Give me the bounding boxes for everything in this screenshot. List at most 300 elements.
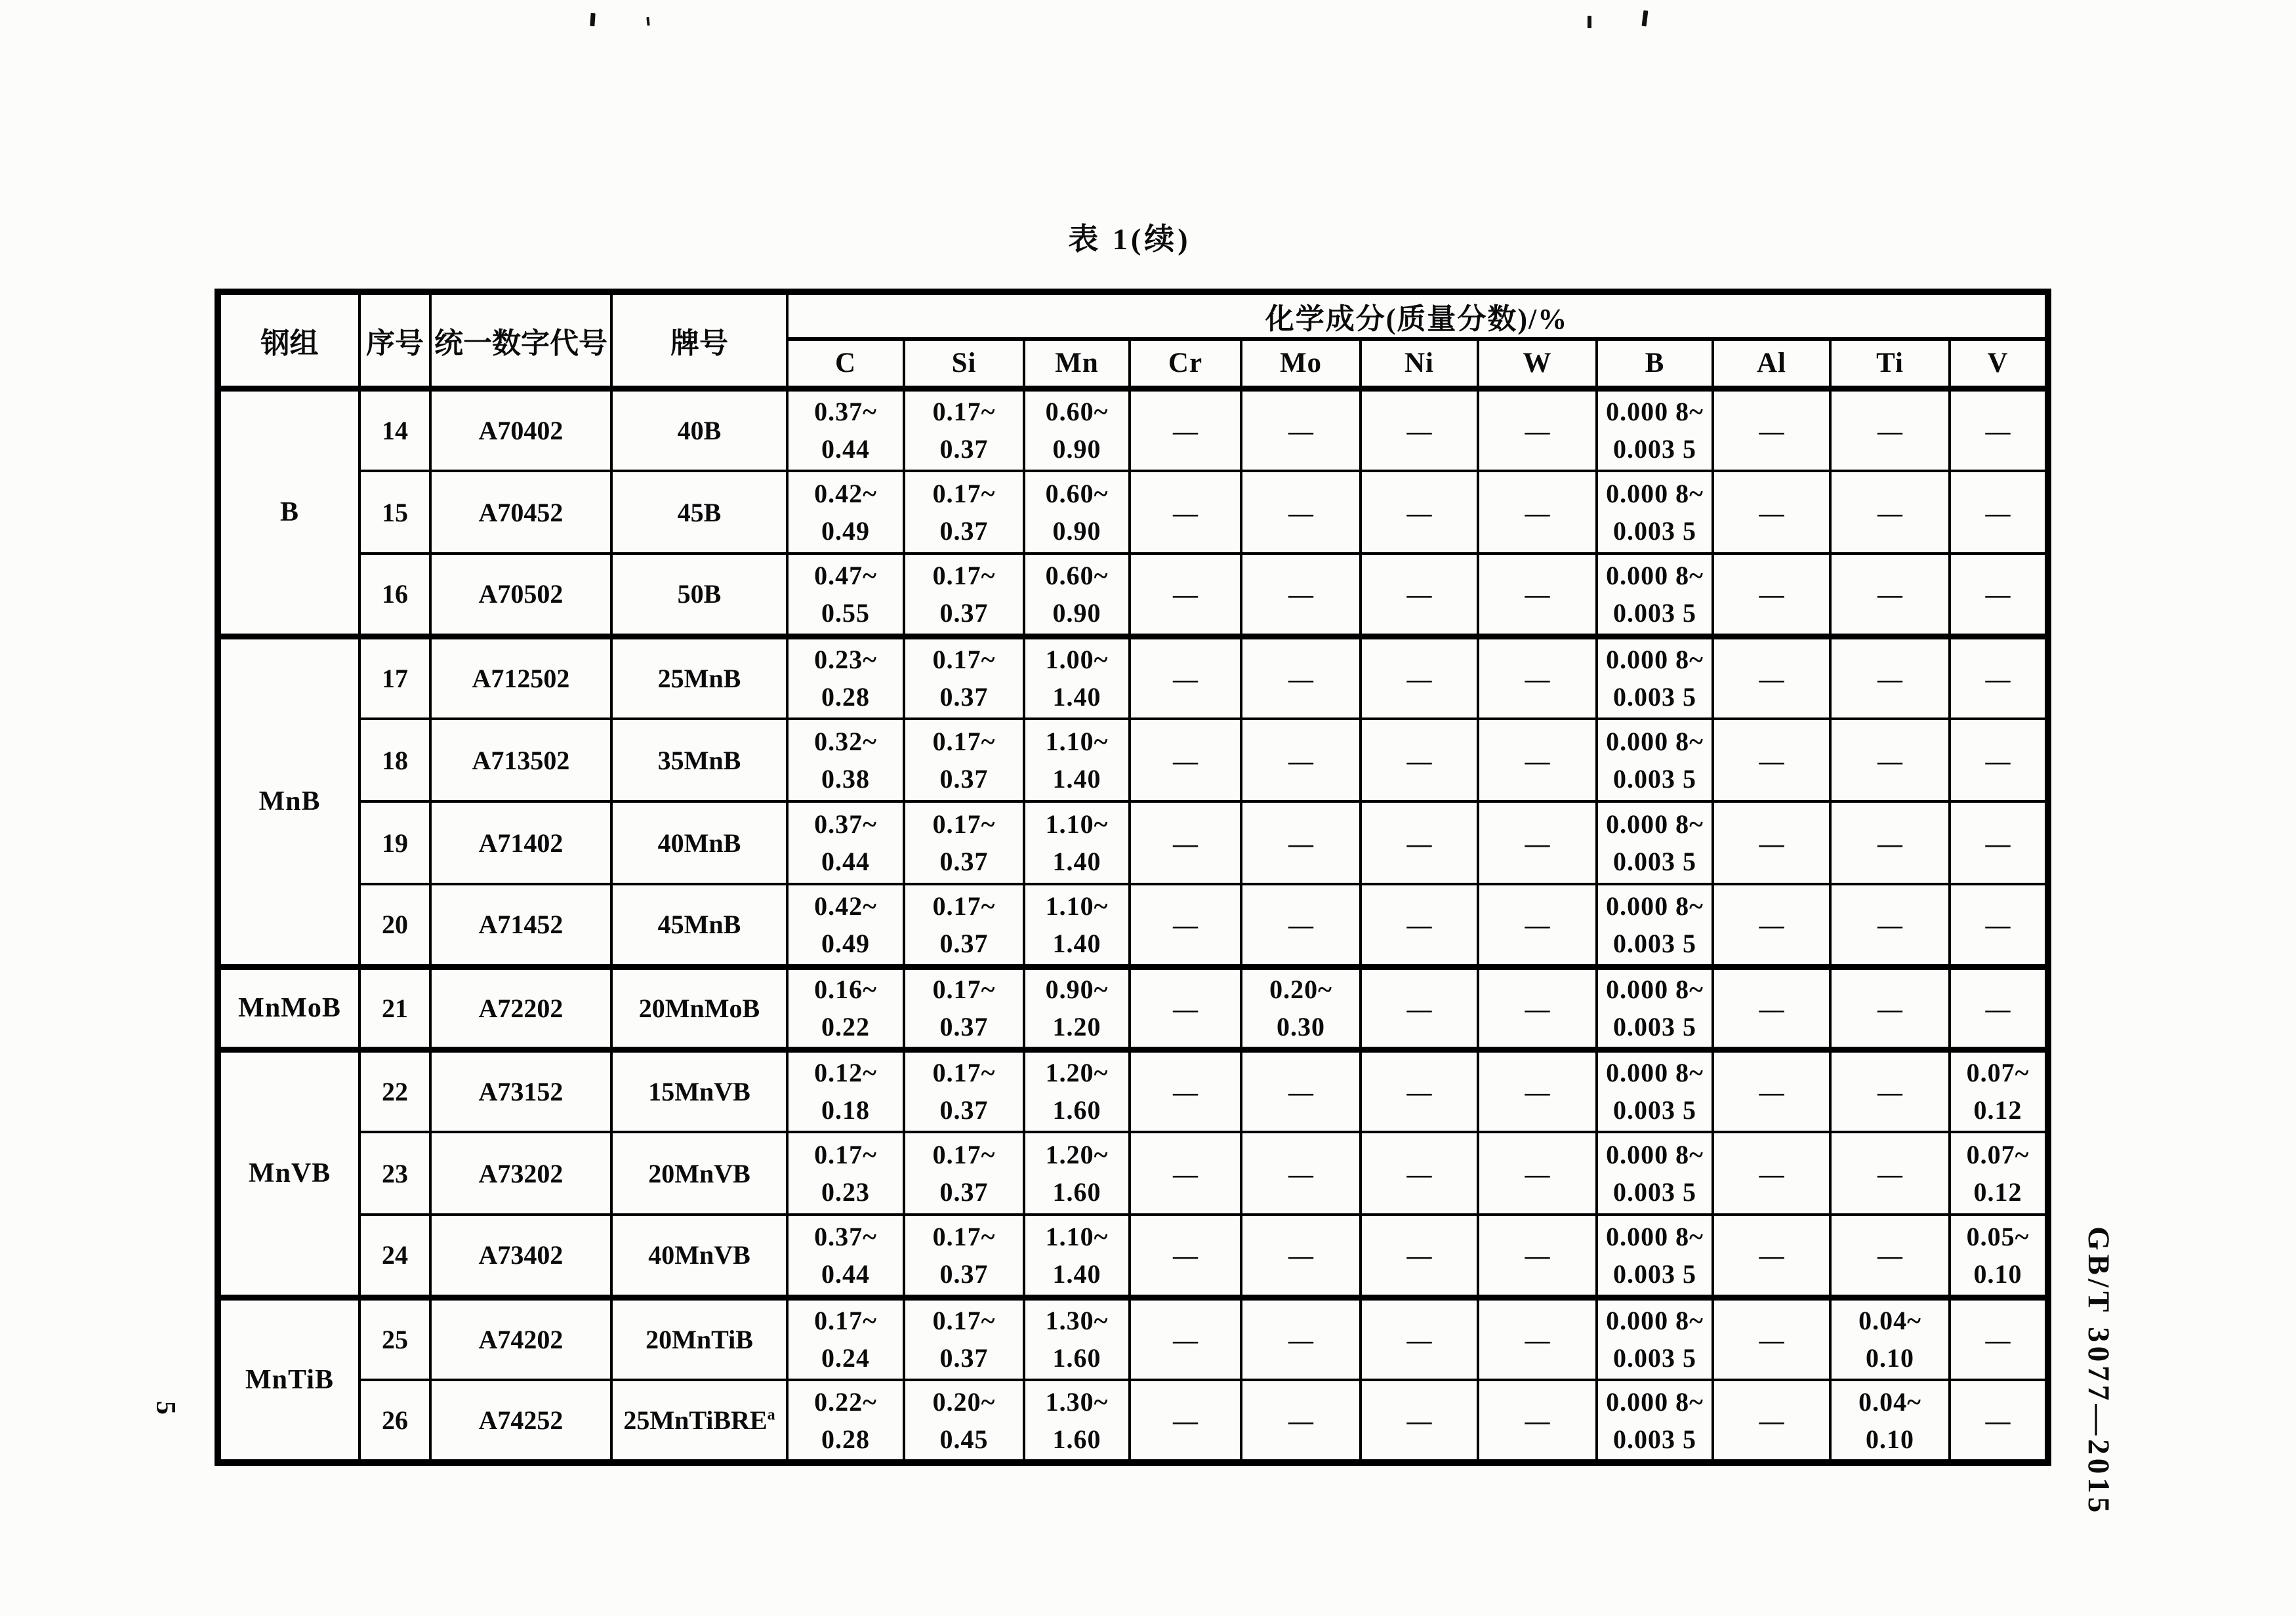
code-cell: A73152 — [430, 1049, 611, 1132]
seq-cell: 22 — [359, 1049, 430, 1132]
value-cell-Ti — [1830, 967, 1950, 1049]
code-cell: A70502 — [430, 554, 611, 636]
code-cell: A74202 — [430, 1297, 611, 1380]
grade-cell: 45B — [611, 471, 787, 554]
empty-dash: — — [1173, 830, 1198, 858]
value-cell-Ti — [1830, 1132, 1950, 1215]
empty-dash: — — [1877, 1242, 1902, 1270]
value-cell-Mo — [1241, 554, 1361, 636]
code-cell: A72202 — [430, 967, 611, 1049]
value-cell-Ti — [1830, 388, 1950, 471]
empty-dash: — — [1985, 417, 2011, 445]
value-cell-Mo — [1241, 1380, 1361, 1463]
steel-group-cell: MnB — [218, 636, 359, 967]
table-row — [218, 554, 2048, 636]
empty-dash: — — [1525, 1160, 1550, 1188]
value-cell-V — [1950, 884, 2048, 967]
empty-dash: — — [1985, 830, 2011, 858]
value-cell-W — [1478, 1132, 1597, 1215]
empty-dash: — — [1525, 747, 1550, 775]
table-row — [218, 1380, 2048, 1463]
value-cell-C: 0.23~ 0.28 — [787, 636, 904, 719]
empty-dash: — — [1406, 499, 1432, 527]
grade-cell: 40MnVB — [611, 1215, 787, 1297]
value-cell-B: 0.000 8~ 0.003 5 — [1597, 884, 1713, 967]
value-cell-W — [1478, 967, 1597, 1049]
value-cell-Al — [1713, 1215, 1830, 1297]
chemical-composition-table — [215, 289, 2051, 1466]
seq-cell: 25 — [359, 1297, 430, 1380]
empty-dash: — — [1288, 912, 1313, 940]
header-element-Al: Al — [1713, 339, 1830, 388]
empty-dash: — — [1288, 1078, 1313, 1106]
empty-dash: — — [1173, 1242, 1198, 1270]
value-cell-Mo — [1241, 1132, 1361, 1215]
empty-dash: — — [1173, 747, 1198, 775]
grade-cell: 40MnB — [611, 801, 787, 884]
value-cell-Al — [1713, 471, 1830, 554]
empty-dash: — — [1288, 1407, 1313, 1435]
seq-cell: 20 — [359, 884, 430, 967]
empty-dash: — — [1759, 1407, 1784, 1435]
empty-dash: — — [1877, 830, 1902, 858]
code-cell: A70452 — [430, 471, 611, 554]
value-cell-Al — [1713, 967, 1830, 1049]
seq-cell: 26 — [359, 1380, 430, 1463]
value-cell-Mo — [1241, 884, 1361, 967]
steel-group-cell: MnTiB — [218, 1297, 359, 1463]
empty-dash: — — [1406, 1078, 1432, 1106]
seq-cell: 16 — [359, 554, 430, 636]
value-cell-B: 0.000 8~ 0.003 5 — [1597, 636, 1713, 719]
empty-dash: — — [1877, 912, 1902, 940]
code-cell: A71402 — [430, 801, 611, 884]
code-cell: A71452 — [430, 884, 611, 967]
header-element-Mn: Mn — [1024, 339, 1130, 388]
empty-dash: — — [1525, 1326, 1550, 1354]
grade-cell: 20MnMoB — [611, 967, 787, 1049]
header-element-Ni: Ni — [1361, 339, 1478, 388]
empty-dash: — — [1173, 912, 1198, 940]
header-row-top — [218, 292, 2048, 339]
value-cell-Cr — [1130, 1215, 1241, 1297]
empty-dash: — — [1173, 499, 1198, 527]
header-element-V: V — [1950, 339, 2048, 388]
scan-speck — [590, 13, 595, 26]
header-code: 统一数字代号 — [430, 292, 611, 388]
value-cell-Si: 0.17~ 0.37 — [904, 967, 1024, 1049]
value-cell-Si: 0.17~ 0.37 — [904, 636, 1024, 719]
value-cell-Si: 0.17~ 0.37 — [904, 1049, 1024, 1132]
empty-dash: — — [1985, 747, 2011, 775]
value-cell-Si: 0.20~ 0.45 — [904, 1380, 1024, 1463]
empty-dash: — — [1173, 1407, 1198, 1435]
value-cell-Ni — [1361, 1132, 1478, 1215]
empty-dash: — — [1288, 1242, 1313, 1270]
grade-cell: 35MnB — [611, 719, 787, 801]
empty-dash: — — [1173, 1078, 1198, 1106]
steel-group-cell: B — [218, 388, 359, 636]
empty-dash: — — [1288, 1326, 1313, 1354]
empty-dash: — — [1877, 417, 1902, 445]
value-cell-Ni — [1361, 388, 1478, 471]
value-cell-Al — [1713, 719, 1830, 801]
empty-dash: — — [1759, 581, 1784, 609]
header-element-W: W — [1478, 339, 1597, 388]
empty-dash: — — [1288, 747, 1313, 775]
empty-dash: — — [1288, 665, 1313, 693]
table-row — [218, 471, 2048, 554]
value-cell-W — [1478, 388, 1597, 471]
value-cell-Mn: 1.10~ 1.40 — [1024, 1215, 1130, 1297]
empty-dash: — — [1877, 995, 1902, 1023]
value-cell-Si: 0.17~ 0.37 — [904, 719, 1024, 801]
value-cell-Mo — [1241, 1215, 1361, 1297]
empty-dash: — — [1525, 995, 1550, 1023]
empty-dash: — — [1759, 417, 1784, 445]
table-row — [218, 1297, 2048, 1380]
value-cell-V — [1950, 471, 2048, 554]
value-cell-Al — [1713, 884, 1830, 967]
empty-dash: — — [1173, 1326, 1198, 1354]
value-cell-W — [1478, 554, 1597, 636]
value-cell-Ti — [1830, 1049, 1950, 1132]
seq-cell: 23 — [359, 1132, 430, 1215]
value-cell-Ni — [1361, 554, 1478, 636]
value-cell-Ni — [1361, 1380, 1478, 1463]
value-cell-Mn: 1.30~ 1.60 — [1024, 1380, 1130, 1463]
value-cell-Ti — [1830, 636, 1950, 719]
value-cell-Cr — [1130, 719, 1241, 801]
value-cell-Cr — [1130, 636, 1241, 719]
value-cell-Ni — [1361, 636, 1478, 719]
header-element-Ti: Ti — [1830, 339, 1950, 388]
value-cell-B: 0.000 8~ 0.003 5 — [1597, 1215, 1713, 1297]
empty-dash: — — [1406, 747, 1432, 775]
empty-dash: — — [1985, 665, 2011, 693]
grade-cell: 25MnTiBRE$^a$ — [611, 1380, 787, 1463]
table-row — [218, 1215, 2048, 1297]
value-cell-W — [1478, 719, 1597, 801]
value-cell-Ni — [1361, 884, 1478, 967]
table-row — [218, 1132, 2048, 1215]
value-cell-C: 0.37~ 0.44 — [787, 801, 904, 884]
empty-dash: — — [1173, 995, 1198, 1023]
value-cell-Mo: 0.20~ 0.30 — [1241, 967, 1361, 1049]
value-cell-V: 0.07~ 0.12 — [1950, 1132, 2048, 1215]
header-element-Cr: Cr — [1130, 339, 1241, 388]
value-cell-Mn: 1.10~ 1.40 — [1024, 719, 1130, 801]
value-cell-B: 0.000 8~ 0.003 5 — [1597, 719, 1713, 801]
empty-dash: — — [1759, 830, 1784, 858]
table-row — [218, 719, 2048, 801]
empty-dash: — — [1406, 581, 1432, 609]
value-cell-Ni — [1361, 1049, 1478, 1132]
value-cell-Al — [1713, 554, 1830, 636]
grade-cell: 15MnVB — [611, 1049, 787, 1132]
value-cell-B: 0.000 8~ 0.003 5 — [1597, 1049, 1713, 1132]
empty-dash: — — [1525, 665, 1550, 693]
seq-cell: 18 — [359, 719, 430, 801]
value-cell-Al — [1713, 388, 1830, 471]
empty-dash: — — [1525, 830, 1550, 858]
value-cell-Ni — [1361, 1215, 1478, 1297]
grade-footnote-mark: a — [767, 1406, 775, 1424]
value-cell-W — [1478, 471, 1597, 554]
header-element-C: C — [787, 339, 904, 388]
empty-dash: — — [1406, 417, 1432, 445]
value-cell-Mn: 1.00~ 1.40 — [1024, 636, 1130, 719]
value-cell-B: 0.000 8~ 0.003 5 — [1597, 388, 1713, 471]
value-cell-Mo — [1241, 719, 1361, 801]
header-grade: 牌号 — [611, 292, 787, 388]
empty-dash: — — [1759, 1078, 1784, 1106]
empty-dash: — — [1525, 1078, 1550, 1106]
empty-dash: — — [1759, 747, 1784, 775]
empty-dash: — — [1877, 499, 1902, 527]
value-cell-Al — [1713, 1297, 1830, 1380]
value-cell-V — [1950, 388, 2048, 471]
value-cell-Mn: 0.90~ 1.20 — [1024, 967, 1130, 1049]
empty-dash: — — [1985, 499, 2011, 527]
value-cell-W — [1478, 636, 1597, 719]
grade-cell: 20MnVB — [611, 1132, 787, 1215]
steel-group-cell: MnVB — [218, 1049, 359, 1297]
grade-cell: 40B — [611, 388, 787, 471]
value-cell-Cr — [1130, 967, 1241, 1049]
value-cell-B: 0.000 8~ 0.003 5 — [1597, 554, 1713, 636]
value-cell-W — [1478, 884, 1597, 967]
steel-group-cell: MnMoB — [218, 967, 359, 1049]
scan-speck — [1588, 16, 1591, 28]
empty-dash: — — [1985, 995, 2011, 1023]
value-cell-Al — [1713, 636, 1830, 719]
empty-dash: — — [1406, 912, 1432, 940]
code-cell: A712502 — [430, 636, 611, 719]
seq-cell: 17 — [359, 636, 430, 719]
value-cell-W — [1478, 1215, 1597, 1297]
value-cell-Mo — [1241, 801, 1361, 884]
value-cell-Ti: 0.04~ 0.10 — [1830, 1297, 1950, 1380]
value-cell-V — [1950, 1297, 2048, 1380]
value-cell-V — [1950, 967, 2048, 1049]
seq-cell: 14 — [359, 388, 430, 471]
grade-cell: 25MnB — [611, 636, 787, 719]
value-cell-Si: 0.17~ 0.37 — [904, 471, 1024, 554]
empty-dash: — — [1525, 1242, 1550, 1270]
empty-dash: — — [1525, 581, 1550, 609]
value-cell-Cr — [1130, 1049, 1241, 1132]
empty-dash: — — [1406, 665, 1432, 693]
empty-dash: — — [1985, 1326, 2011, 1354]
value-cell-Ti — [1830, 884, 1950, 967]
value-cell-Ti — [1830, 719, 1950, 801]
empty-dash: — — [1759, 1326, 1784, 1354]
value-cell-C: 0.47~ 0.55 — [787, 554, 904, 636]
grade-cell: 45MnB — [611, 884, 787, 967]
value-cell-Mo — [1241, 388, 1361, 471]
empty-dash: — — [1406, 995, 1432, 1023]
value-cell-Cr — [1130, 554, 1241, 636]
empty-dash: — — [1288, 581, 1313, 609]
value-cell-C: 0.37~ 0.44 — [787, 1215, 904, 1297]
value-cell-Al — [1713, 801, 1830, 884]
code-cell: A713502 — [430, 719, 611, 801]
value-cell-Ni — [1361, 967, 1478, 1049]
code-cell: A74252 — [430, 1380, 611, 1463]
empty-dash: — — [1759, 665, 1784, 693]
value-cell-V — [1950, 554, 2048, 636]
empty-dash: — — [1759, 995, 1784, 1023]
value-cell-Mn: 1.10~ 1.40 — [1024, 801, 1130, 884]
value-cell-Cr — [1130, 1132, 1241, 1215]
value-cell-Si: 0.17~ 0.37 — [904, 1297, 1024, 1380]
empty-dash: — — [1985, 912, 2011, 940]
value-cell-Si: 0.17~ 0.37 — [904, 884, 1024, 967]
value-cell-Mn: 1.20~ 1.60 — [1024, 1049, 1130, 1132]
empty-dash: — — [1525, 1407, 1550, 1435]
empty-dash: — — [1877, 581, 1902, 609]
empty-dash: — — [1985, 581, 2011, 609]
empty-dash: — — [1759, 1242, 1784, 1270]
empty-dash: — — [1288, 1160, 1313, 1188]
value-cell-V — [1950, 1380, 2048, 1463]
empty-dash: — — [1759, 499, 1784, 527]
empty-dash: — — [1525, 499, 1550, 527]
seq-cell: 21 — [359, 967, 430, 1049]
value-cell-B: 0.000 8~ 0.003 5 — [1597, 471, 1713, 554]
standard-number-vertical: GB/T 3077—2015 — [2081, 1226, 2116, 1517]
seq-cell: 24 — [359, 1215, 430, 1297]
value-cell-Ti — [1830, 471, 1950, 554]
scan-speck — [646, 17, 649, 26]
value-cell-V — [1950, 636, 2048, 719]
value-cell-C: 0.12~ 0.18 — [787, 1049, 904, 1132]
value-cell-Cr — [1130, 1297, 1241, 1380]
value-cell-Ti: 0.04~ 0.10 — [1830, 1380, 1950, 1463]
seq-cell: 15 — [359, 471, 430, 554]
value-cell-B: 0.000 8~ 0.003 5 — [1597, 801, 1713, 884]
value-cell-Ni — [1361, 1297, 1478, 1380]
table-row — [218, 884, 2048, 967]
header-element-Mo: Mo — [1241, 339, 1361, 388]
value-cell-C: 0.17~ 0.24 — [787, 1297, 904, 1380]
code-cell: A73202 — [430, 1132, 611, 1215]
value-cell-Si: 0.17~ 0.37 — [904, 1132, 1024, 1215]
empty-dash: — — [1288, 499, 1313, 527]
empty-dash: — — [1406, 1407, 1432, 1435]
scan-speck — [1642, 10, 1649, 27]
seq-cell: 19 — [359, 801, 430, 884]
value-cell-Cr — [1130, 801, 1241, 884]
empty-dash: — — [1173, 581, 1198, 609]
value-cell-Cr — [1130, 884, 1241, 967]
value-cell-Mn: 1.30~ 1.60 — [1024, 1297, 1130, 1380]
value-cell-Ni — [1361, 801, 1478, 884]
empty-dash: — — [1288, 417, 1313, 445]
empty-dash: — — [1525, 417, 1550, 445]
value-cell-C: 0.32~ 0.38 — [787, 719, 904, 801]
value-cell-Mn: 0.60~ 0.90 — [1024, 471, 1130, 554]
value-cell-W — [1478, 801, 1597, 884]
value-cell-Mo — [1241, 1297, 1361, 1380]
table-row — [218, 636, 2048, 719]
value-cell-C: 0.16~ 0.22 — [787, 967, 904, 1049]
value-cell-W — [1478, 1049, 1597, 1132]
empty-dash: — — [1759, 1160, 1784, 1188]
value-cell-V — [1950, 719, 2048, 801]
value-cell-Mo — [1241, 1049, 1361, 1132]
code-cell: A73402 — [430, 1215, 611, 1297]
value-cell-Ni — [1361, 471, 1478, 554]
value-cell-Mn: 0.60~ 0.90 — [1024, 554, 1130, 636]
value-cell-Si: 0.17~ 0.37 — [904, 801, 1024, 884]
value-cell-Ni — [1361, 719, 1478, 801]
value-cell-Mn: 0.60~ 0.90 — [1024, 388, 1130, 471]
empty-dash: — — [1173, 665, 1198, 693]
value-cell-C: 0.22~ 0.28 — [787, 1380, 904, 1463]
header-steel-group: 钢组 — [218, 292, 359, 388]
empty-dash: — — [1406, 830, 1432, 858]
value-cell-Mo — [1241, 636, 1361, 719]
value-cell-Al — [1713, 1380, 1830, 1463]
value-cell-Si: 0.17~ 0.37 — [904, 554, 1024, 636]
value-cell-Mo — [1241, 471, 1361, 554]
empty-dash: — — [1877, 1078, 1902, 1106]
value-cell-V: 0.05~ 0.10 — [1950, 1215, 2048, 1297]
empty-dash: — — [1877, 1160, 1902, 1188]
empty-dash: — — [1877, 747, 1902, 775]
empty-dash: — — [1406, 1160, 1432, 1188]
value-cell-C: 0.42~ 0.49 — [787, 884, 904, 967]
empty-dash: — — [1173, 1160, 1198, 1188]
header-composition: 化学成分(质量分数)/% — [787, 292, 2048, 339]
table-title: 表 1(续) — [1068, 222, 1191, 256]
value-cell-Ti — [1830, 801, 1950, 884]
value-cell-Cr — [1130, 388, 1241, 471]
value-cell-W — [1478, 1297, 1597, 1380]
value-cell-B: 0.000 8~ 0.003 5 — [1597, 1132, 1713, 1215]
value-cell-Cr — [1130, 1380, 1241, 1463]
value-cell-B: 0.000 8~ 0.003 5 — [1597, 967, 1713, 1049]
value-cell-Ti — [1830, 1215, 1950, 1297]
value-cell-C: 0.37~ 0.44 — [787, 388, 904, 471]
value-cell-V: 0.07~ 0.12 — [1950, 1049, 2048, 1132]
value-cell-Al — [1713, 1132, 1830, 1215]
empty-dash: — — [1877, 665, 1902, 693]
value-cell-B: 0.000 8~ 0.003 5 — [1597, 1297, 1713, 1380]
empty-dash: — — [1173, 417, 1198, 445]
value-cell-Mn: 1.20~ 1.60 — [1024, 1132, 1130, 1215]
value-cell-Ti — [1830, 554, 1950, 636]
value-cell-Si: 0.17~ 0.37 — [904, 388, 1024, 471]
value-cell-C: 0.42~ 0.49 — [787, 471, 904, 554]
empty-dash: — — [1406, 1242, 1432, 1270]
grade-cell: 20MnTiB — [611, 1297, 787, 1380]
table-row — [218, 388, 2048, 471]
empty-dash: — — [1525, 912, 1550, 940]
empty-dash: — — [1759, 912, 1784, 940]
header-element-Si: Si — [904, 339, 1024, 388]
header-element-B: B — [1597, 339, 1713, 388]
grade-cell: 50B — [611, 554, 787, 636]
table-row — [218, 967, 2048, 1049]
value-cell-Al — [1713, 1049, 1830, 1132]
page-number: 5 — [150, 1401, 180, 1415]
value-cell-C: 0.17~ 0.23 — [787, 1132, 904, 1215]
value-cell-Cr — [1130, 471, 1241, 554]
value-cell-Mn: 1.10~ 1.40 — [1024, 884, 1130, 967]
